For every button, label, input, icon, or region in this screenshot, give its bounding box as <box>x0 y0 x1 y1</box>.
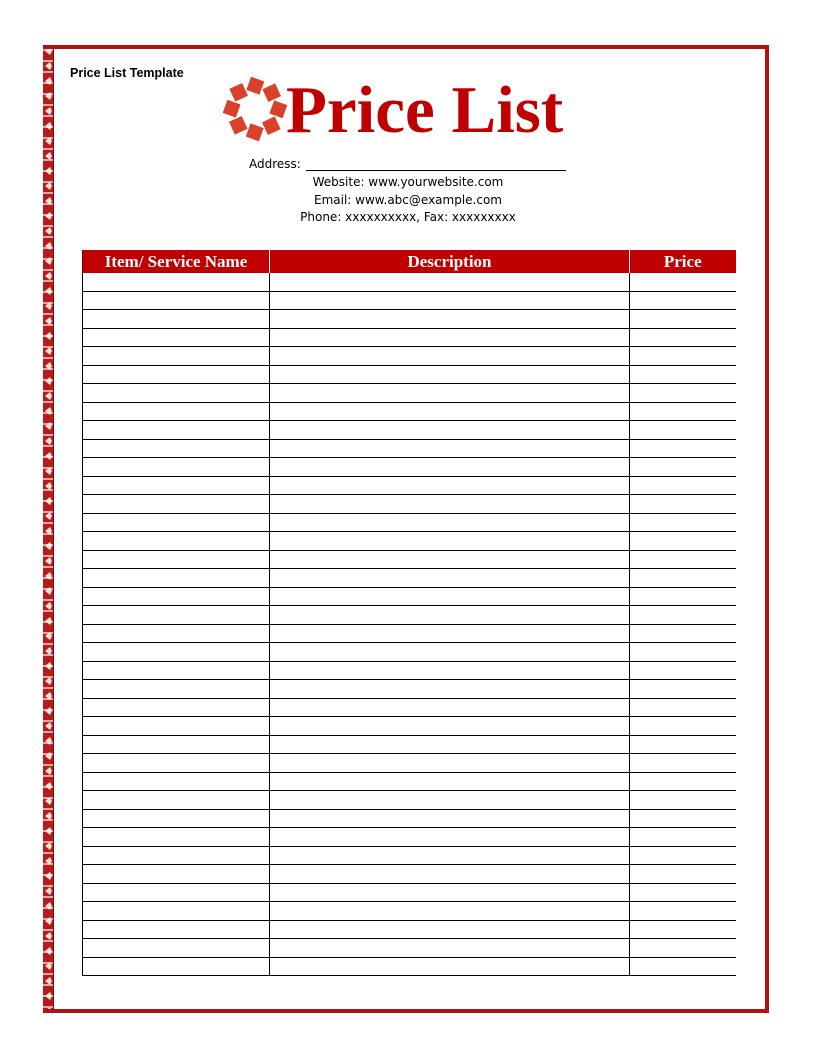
item-cell[interactable] <box>83 476 270 495</box>
table-row <box>83 328 736 347</box>
price-cell[interactable] <box>630 902 736 921</box>
price-cell[interactable] <box>630 587 736 606</box>
price-cell[interactable] <box>630 754 736 773</box>
address-label: Address: <box>249 157 301 171</box>
website-text: Website: www.yourwebsite.com <box>312 175 504 189</box>
table-row <box>83 920 736 939</box>
description-cell[interactable] <box>270 624 630 643</box>
column-header-price: Price <box>630 250 736 273</box>
price-cell[interactable] <box>630 550 736 569</box>
item-cell[interactable] <box>83 458 270 477</box>
description-cell[interactable] <box>270 421 630 440</box>
table-row <box>83 791 736 810</box>
table-row <box>83 532 736 551</box>
price-cell[interactable] <box>630 569 736 588</box>
price-cell[interactable] <box>630 865 736 884</box>
table-row <box>83 828 736 847</box>
page-title: Price List <box>286 73 564 147</box>
price-cell[interactable] <box>630 661 736 680</box>
price-cell[interactable] <box>630 606 736 625</box>
table-header-row <box>83 250 736 273</box>
item-cell[interactable] <box>83 902 270 921</box>
address-blank-line[interactable] <box>306 170 566 171</box>
description-cell[interactable] <box>270 384 630 403</box>
table-row <box>83 698 736 717</box>
description-cell[interactable] <box>270 754 630 773</box>
description-cell[interactable] <box>270 495 630 514</box>
description-cell[interactable] <box>270 532 630 551</box>
price-cell[interactable] <box>630 772 736 791</box>
table-row <box>83 735 736 754</box>
item-cell[interactable] <box>83 328 270 347</box>
description-cell[interactable] <box>270 883 630 902</box>
item-cell[interactable] <box>83 772 270 791</box>
item-cell[interactable] <box>83 550 270 569</box>
description-cell[interactable] <box>270 698 630 717</box>
item-cell[interactable] <box>83 809 270 828</box>
price-cell[interactable] <box>630 680 736 699</box>
table-row <box>83 384 736 403</box>
table-row <box>83 957 736 976</box>
price-cell[interactable] <box>630 939 736 958</box>
table-row <box>83 661 736 680</box>
table-row <box>83 865 736 884</box>
item-cell[interactable] <box>83 606 270 625</box>
description-cell[interactable] <box>270 458 630 477</box>
table-row <box>83 902 736 921</box>
table-row <box>83 476 736 495</box>
table-row <box>83 550 736 569</box>
table-row <box>83 754 736 773</box>
description-cell[interactable] <box>270 291 630 310</box>
item-cell[interactable] <box>83 754 270 773</box>
table-row <box>83 291 736 310</box>
price-cell[interactable] <box>630 920 736 939</box>
description-cell[interactable] <box>270 328 630 347</box>
flower-logo-icon <box>220 74 290 144</box>
description-cell[interactable] <box>270 273 630 291</box>
description-cell[interactable] <box>270 513 630 532</box>
column-header-item: Item/ Service Name <box>83 250 270 273</box>
description-cell[interactable] <box>270 439 630 458</box>
logo-petal <box>229 82 249 102</box>
table-row <box>83 439 736 458</box>
logo-petal <box>246 76 265 95</box>
item-cell[interactable] <box>83 698 270 717</box>
description-cell[interactable] <box>270 735 630 754</box>
description-cell[interactable] <box>270 643 630 662</box>
description-cell[interactable] <box>270 550 630 569</box>
logo-petal <box>222 99 241 118</box>
price-cell[interactable] <box>630 883 736 902</box>
price-cell[interactable] <box>630 347 736 366</box>
table-row <box>83 402 736 421</box>
item-cell[interactable] <box>83 291 270 310</box>
description-cell[interactable] <box>270 661 630 680</box>
table-row <box>83 495 736 514</box>
item-cell[interactable] <box>83 680 270 699</box>
table-row <box>83 624 736 643</box>
phone-fax-text: Phone: xxxxxxxxxx, Fax: xxxxxxxxx <box>300 210 516 224</box>
description-cell[interactable] <box>270 902 630 921</box>
description-cell[interactable] <box>270 846 630 865</box>
price-table <box>82 250 736 976</box>
price-cell[interactable] <box>630 384 736 403</box>
price-cell[interactable] <box>630 846 736 865</box>
item-cell[interactable] <box>83 643 270 662</box>
description-cell[interactable] <box>270 865 630 884</box>
item-cell[interactable] <box>83 939 270 958</box>
price-cell[interactable] <box>630 513 736 532</box>
table-row <box>83 643 736 662</box>
logo-petal <box>245 123 264 142</box>
price-cell[interactable] <box>630 328 736 347</box>
price-cell[interactable] <box>630 439 736 458</box>
item-cell[interactable] <box>83 624 270 643</box>
item-cell[interactable] <box>83 735 270 754</box>
description-cell[interactable] <box>270 476 630 495</box>
price-cell[interactable] <box>630 698 736 717</box>
template-label: Price List Template <box>70 66 184 80</box>
price-cell[interactable] <box>630 809 736 828</box>
price-cell[interactable] <box>630 310 736 329</box>
table-row <box>83 273 736 291</box>
logo-petal <box>262 83 282 103</box>
item-cell[interactable] <box>83 828 270 847</box>
item-cell[interactable] <box>83 569 270 588</box>
price-cell[interactable] <box>630 532 736 551</box>
item-cell[interactable] <box>83 661 270 680</box>
table-row <box>83 569 736 588</box>
table-row <box>83 809 736 828</box>
table-row <box>83 347 736 366</box>
logo-petal <box>228 115 248 135</box>
price-cell[interactable] <box>630 791 736 810</box>
table-row <box>83 421 736 440</box>
description-cell[interactable] <box>270 717 630 736</box>
table-row <box>83 772 736 791</box>
description-cell[interactable] <box>270 772 630 791</box>
item-cell[interactable] <box>83 347 270 366</box>
price-cell[interactable] <box>630 828 736 847</box>
description-cell[interactable] <box>270 587 630 606</box>
description-cell[interactable] <box>270 606 630 625</box>
price-cell[interactable] <box>630 735 736 754</box>
table-row <box>83 310 736 329</box>
description-cell[interactable] <box>270 365 630 384</box>
item-cell[interactable] <box>83 920 270 939</box>
price-cell[interactable] <box>630 495 736 514</box>
table-row <box>83 587 736 606</box>
table-row <box>83 717 736 736</box>
price-cell[interactable] <box>630 624 736 643</box>
item-cell[interactable] <box>83 273 270 291</box>
item-cell[interactable] <box>83 717 270 736</box>
table-row <box>83 458 736 477</box>
description-cell[interactable] <box>270 569 630 588</box>
item-cell[interactable] <box>83 513 270 532</box>
item-cell[interactable] <box>83 402 270 421</box>
table-row <box>83 883 736 902</box>
price-cell[interactable] <box>630 458 736 477</box>
table-row <box>83 513 736 532</box>
description-cell[interactable] <box>270 347 630 366</box>
description-cell[interactable] <box>270 680 630 699</box>
item-cell[interactable] <box>83 865 270 884</box>
price-cell[interactable] <box>630 291 736 310</box>
table-row <box>83 365 736 384</box>
logo-petal <box>261 116 281 136</box>
price-cell[interactable] <box>630 421 736 440</box>
item-cell[interactable] <box>83 365 270 384</box>
description-cell[interactable] <box>270 809 630 828</box>
item-cell[interactable] <box>83 495 270 514</box>
description-cell[interactable] <box>270 939 630 958</box>
item-cell[interactable] <box>83 310 270 329</box>
price-cell[interactable] <box>630 273 736 291</box>
column-header-description: Description <box>270 250 630 273</box>
price-cell[interactable] <box>630 643 736 662</box>
table-row <box>83 680 736 699</box>
description-cell[interactable] <box>270 920 630 939</box>
email-text: Email: www.abc@example.com <box>314 193 502 207</box>
description-cell[interactable] <box>270 310 630 329</box>
table-row <box>83 939 736 958</box>
price-cell[interactable] <box>630 476 736 495</box>
price-cell[interactable] <box>630 402 736 421</box>
item-cell[interactable] <box>83 846 270 865</box>
description-cell[interactable] <box>270 402 630 421</box>
price-cell[interactable] <box>630 717 736 736</box>
item-cell[interactable] <box>83 957 270 976</box>
description-cell[interactable] <box>270 828 630 847</box>
item-cell[interactable] <box>83 384 270 403</box>
description-cell[interactable] <box>270 957 630 976</box>
item-cell[interactable] <box>83 439 270 458</box>
item-cell[interactable] <box>83 587 270 606</box>
table-row <box>83 846 736 865</box>
table-row <box>83 606 736 625</box>
price-cell[interactable] <box>630 365 736 384</box>
description-cell[interactable] <box>270 791 630 810</box>
item-cell[interactable] <box>83 883 270 902</box>
item-cell[interactable] <box>83 791 270 810</box>
item-cell[interactable] <box>83 532 270 551</box>
price-cell[interactable] <box>630 957 736 976</box>
item-cell[interactable] <box>83 421 270 440</box>
